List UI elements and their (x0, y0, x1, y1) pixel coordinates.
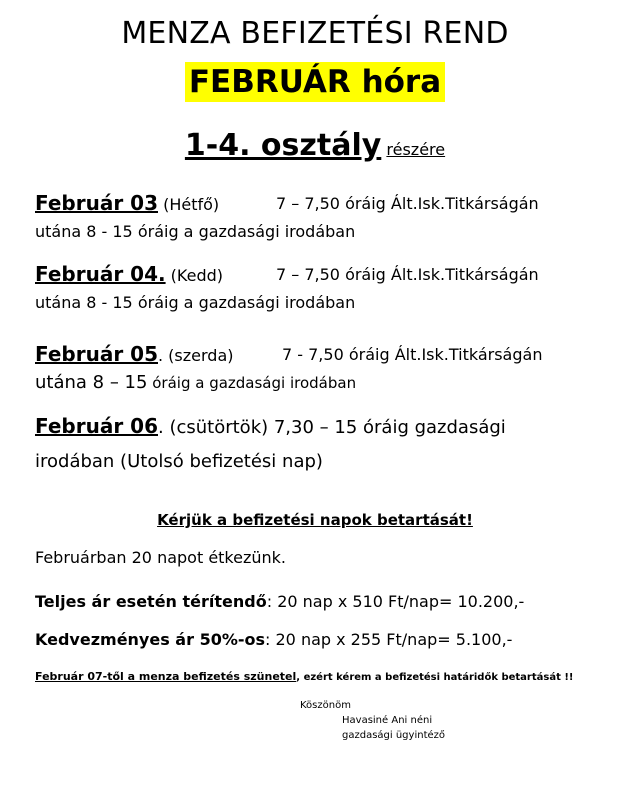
month-banner (0, 62, 630, 102)
day-weekday: (Kedd) (165, 266, 224, 285)
meals-info: Februárban 20 napot étkezünk. (35, 548, 286, 567)
day-date: Február 05 (35, 342, 158, 366)
notice-rest: , ezért kérem a befizetési határidők betartását !! (296, 672, 574, 683)
day-time: 7 – 7,50 óráig Ált.Isk.Titkárságán (276, 194, 539, 213)
day-line2: irodában (Utolsó befizetési nap) (35, 451, 323, 472)
day-entry-4 (35, 414, 506, 438)
day-line2-times: utána 8 – 15 (35, 372, 148, 393)
page-title: MENZA BEFIZETÉSI REND (121, 16, 509, 51)
discount-label: Kedvezményes ár 50%-os (35, 630, 266, 649)
signature-thanks: Köszönöm (300, 700, 351, 711)
notice-underlined: Február 07-től a menza befizetés szünetel (35, 670, 297, 683)
notice (35, 670, 573, 683)
discount-row (35, 630, 512, 649)
discount-value: : 20 nap x 255 Ft/nap= 5.100,- (265, 630, 513, 649)
day-entry-3 (35, 342, 234, 366)
full-price-row (35, 592, 524, 611)
signature-role: gazdasági ügyintéző (342, 730, 446, 741)
day-date: Február 03 (35, 191, 158, 215)
day-line2 (35, 372, 356, 393)
day-entry-2 (35, 262, 223, 286)
grade-heading (0, 128, 630, 163)
full-price-label: Teljes ár esetén térítendő (35, 592, 267, 611)
month-highlight: FEBRUÁR hóra (185, 62, 445, 102)
day-date: Február 04. (35, 262, 166, 286)
day-weekday: (Hétfő) (158, 195, 220, 214)
day-weekday: . (csütörtök) 7,30 – 15 óráig gazdasági (158, 417, 506, 438)
grade-sub: részére (386, 140, 446, 159)
full-price-value: : 20 nap x 510 Ft/nap= 10.200,- (266, 592, 525, 611)
day-time: 7 - 7,50 óráig Ált.Isk.Titkárságán (282, 345, 543, 364)
day-line2: utána 8 - 15 óráig a gazdasági irodában (35, 222, 356, 241)
day-entry-1 (35, 191, 219, 215)
day-line2-place: óráig a gazdasági irodában (147, 374, 357, 392)
day-weekday: . (szerda) (158, 346, 234, 365)
day-line2: utána 8 - 15 óráig a gazdasági irodában (35, 293, 356, 312)
request-heading: Kérjük a befizetési napok betartását! (157, 511, 473, 529)
day-date: Február 06 (35, 414, 158, 438)
signature-name: Havasiné Ani néni (342, 715, 433, 726)
grade-main: 1-4. osztály (184, 128, 382, 163)
day-time: 7 – 7,50 óráig Ált.Isk.Titkárságán (276, 265, 539, 284)
